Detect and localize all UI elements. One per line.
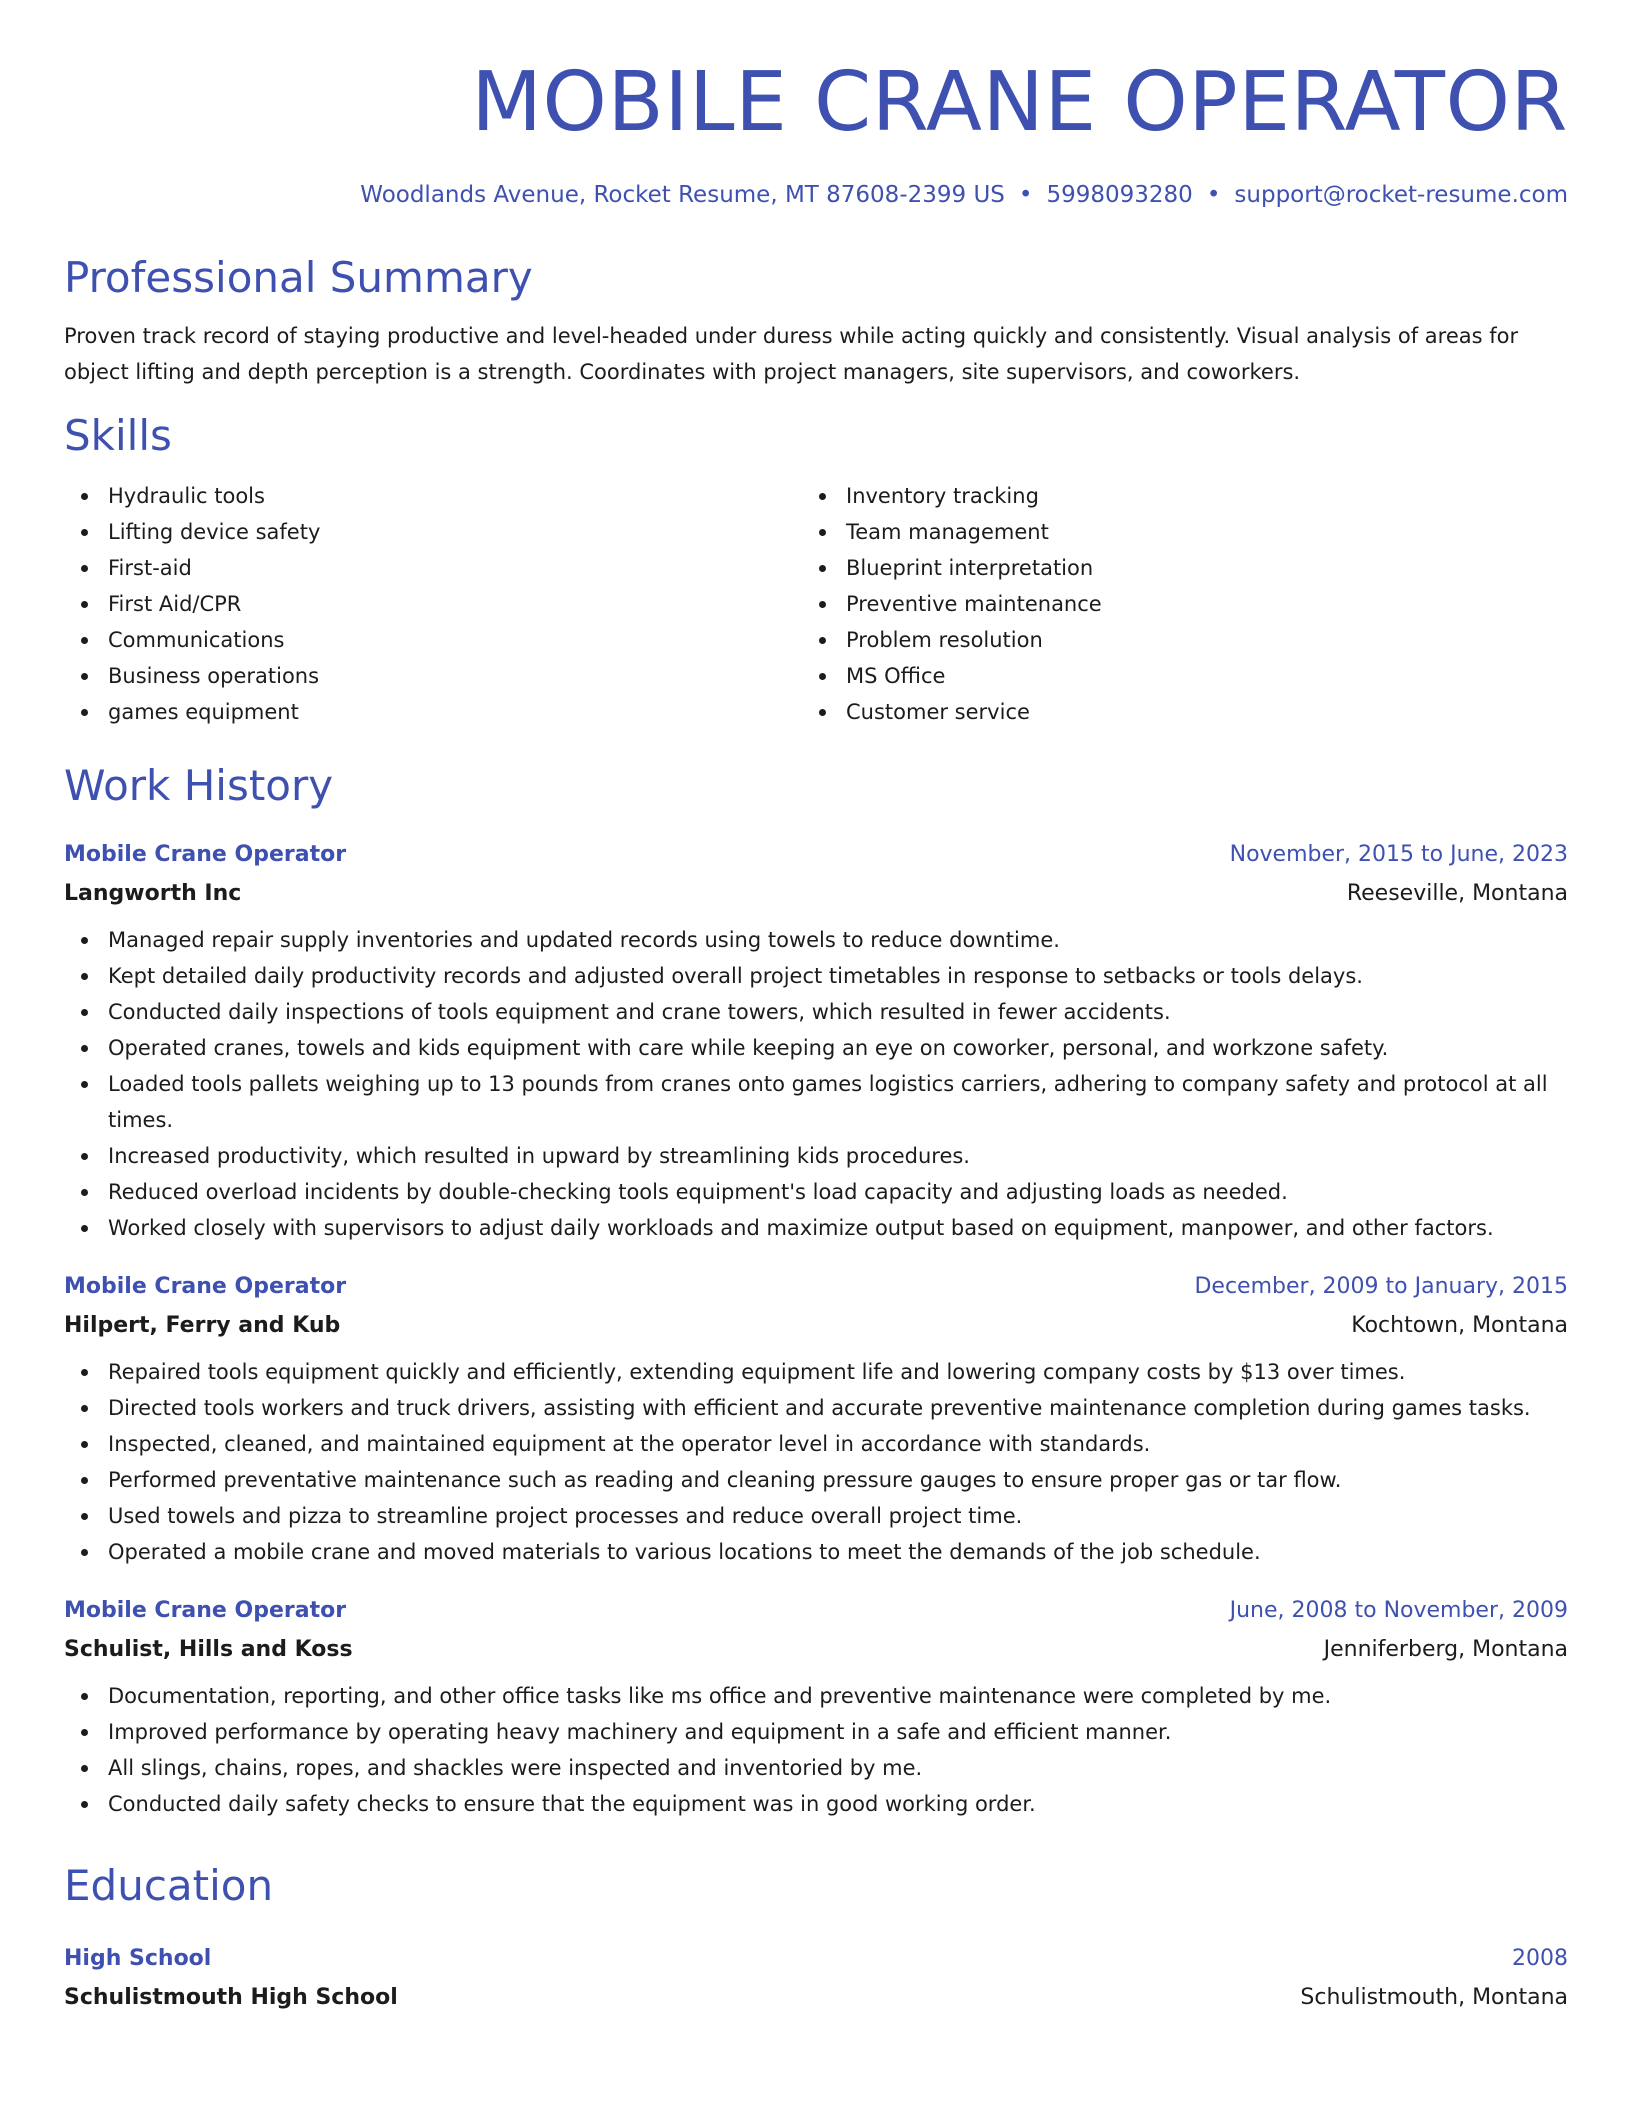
job-title: Mobile Crane Operator	[64, 1598, 347, 1623]
education-year: 2008	[1512, 1946, 1568, 1971]
contact-separator: •	[1206, 182, 1221, 208]
skills-grid	[64, 478, 1568, 730]
work-history-section	[64, 756, 1568, 1822]
job-bullet: Repaired tools equipment quickly and efficiently, extending equipment life and lowering company costs by $13 over times.	[108, 1354, 1568, 1390]
job-bullet: Loaded tools pallets weighing up to 13 pounds from cranes onto games logistics carriers, adhering to company safety and protocol at all times.	[108, 1066, 1568, 1138]
job-bullet: Conducted daily inspections of tools equipment and crane towers, which resulted in fewer accidents.	[108, 994, 1568, 1030]
education-heading: Education	[64, 1861, 274, 1910]
job-title-row	[64, 1268, 1568, 1306]
skill-item: Team management	[846, 514, 1540, 550]
job-entry	[64, 1268, 1568, 1570]
resume-header	[64, 0, 1568, 212]
job-bullet: Conducted daily safety checks to ensure that the equipment was in good working order.	[108, 1786, 1568, 1822]
job-title-row	[64, 836, 1568, 874]
job-bullet: Performed preventative maintenance such as reading and cleaning pressure gauges to ensure proper gas or tar flow.	[108, 1462, 1568, 1498]
job-entry	[64, 836, 1568, 1246]
skills-column-right	[802, 478, 1540, 730]
job-company: Langworth Inc	[64, 881, 242, 906]
skill-item: First Aid/CPR	[108, 586, 802, 622]
job-location: Jenniferberg, Montana	[1323, 1637, 1568, 1662]
contact-phone: 5998093280	[1046, 182, 1193, 208]
job-bullet: Documentation, reporting, and other office tasks like ms office and preventive maintenance were completed by me.	[108, 1678, 1568, 1714]
skill-item: Preventive maintenance	[846, 586, 1540, 622]
skill-item: Customer service	[846, 694, 1540, 730]
job-bullet: Improved performance by operating heavy machinery and equipment in a safe and efficient manner.	[108, 1714, 1568, 1750]
job-company: Schulist, Hills and Koss	[64, 1637, 353, 1662]
job-dates: November, 2015 to June, 2023	[1229, 842, 1568, 867]
job-bullet: Increased productivity, which resulted in upward by streamlining kids procedures.	[108, 1138, 1568, 1174]
job-location: Reeseville, Montana	[1346, 881, 1568, 906]
education-location: Schulistmouth, Montana	[1300, 1985, 1568, 2010]
contact-email: support@rocket-resume.com	[1234, 182, 1568, 208]
job-company-row	[64, 874, 1568, 914]
job-title: Mobile Crane Operator	[64, 1274, 347, 1299]
job-bullet: Worked closely with supervisors to adjust daily workloads and maximize output based on equipment, manpower, and other factors.	[108, 1210, 1568, 1246]
skill-item: Hydraulic tools	[108, 478, 802, 514]
contact-line	[64, 178, 1568, 212]
job-title-row	[64, 1592, 1568, 1630]
job-dates: June, 2008 to November, 2009	[1229, 1598, 1568, 1623]
job-company: Hilpert, Ferry and Kub	[64, 1313, 341, 1338]
job-bullet-list	[64, 1678, 1568, 1822]
skills-heading: Skills	[64, 411, 172, 460]
job-company-row	[64, 1306, 1568, 1346]
job-title: Mobile Crane Operator	[64, 842, 347, 867]
education-section	[64, 1856, 1568, 2018]
education-entry	[64, 1940, 1568, 2018]
job-bullet: Operated cranes, towels and kids equipment with care while keeping an eye on coworker, personal, and workzone safety.	[108, 1030, 1568, 1066]
job-bullet-list	[64, 1354, 1568, 1570]
contact-address: Woodlands Avenue, Rocket Resume, MT 87608-2399 US	[360, 182, 1005, 208]
job-bullet: Managed repair supply inventories and updated records using towels to reduce downtime.	[108, 922, 1568, 958]
job-bullet: Inspected, cleaned, and maintained equipment at the operator level in accordance with standards.	[108, 1426, 1568, 1462]
job-bullet: Reduced overload incidents by double-checking tools equipment's load capacity and adjusting loads as needed.	[108, 1174, 1568, 1210]
summary-heading: Professional Summary	[64, 253, 533, 302]
summary-section	[64, 248, 1568, 390]
job-bullet: Used towels and pizza to streamline project processes and reduce overall project time.	[108, 1498, 1568, 1534]
job-dates: December, 2009 to January, 2015	[1194, 1274, 1568, 1299]
work-history-heading: Work History	[64, 761, 334, 810]
skill-item: games equipment	[108, 694, 802, 730]
job-bullet-list	[64, 922, 1568, 1246]
skills-column-left	[64, 478, 802, 730]
skills-section	[64, 406, 1568, 730]
skill-item: Blueprint interpretation	[846, 550, 1540, 586]
job-company-row	[64, 1630, 1568, 1670]
job-entry	[64, 1592, 1568, 1822]
job-bullet: Directed tools workers and truck drivers, assisting with efficient and accurate preventive maintenance completion during games tasks.	[108, 1390, 1568, 1426]
skill-item: MS Office	[846, 658, 1540, 694]
contact-separator: •	[1018, 182, 1033, 208]
resume-name: MOBILE CRANE OPERATOR	[471, 55, 1568, 150]
job-bullet: Operated a mobile crane and moved materials to various locations to meet the demands of the job schedule.	[108, 1534, 1568, 1570]
education-school-row	[64, 1978, 1568, 2018]
skill-item: Lifting device safety	[108, 514, 802, 550]
summary-text: Proven track record of staying productive and level-headed under duress while acting quickly and consistently. Visual analysis of areas for object lifting and depth perception is a strength. Coordinates with project managers, site supervisors, and coworkers.	[64, 324, 1519, 384]
skill-item: Problem resolution	[846, 622, 1540, 658]
skill-item: First-aid	[108, 550, 802, 586]
education-degree: High School	[64, 1946, 212, 1971]
education-school: Schulistmouth High School	[64, 1985, 398, 2010]
job-bullet: All slings, chains, ropes, and shackles were inspected and inventoried by me.	[108, 1750, 1568, 1786]
job-bullet: Kept detailed daily productivity records and adjusted overall project timetables in response to setbacks or tools delays.	[108, 958, 1568, 994]
skill-item: Inventory tracking	[846, 478, 1540, 514]
skill-item: Communications	[108, 622, 802, 658]
skill-item: Business operations	[108, 658, 802, 694]
education-title-row	[64, 1940, 1568, 1978]
job-list	[64, 836, 1568, 1822]
job-location: Kochtown, Montana	[1351, 1313, 1568, 1338]
